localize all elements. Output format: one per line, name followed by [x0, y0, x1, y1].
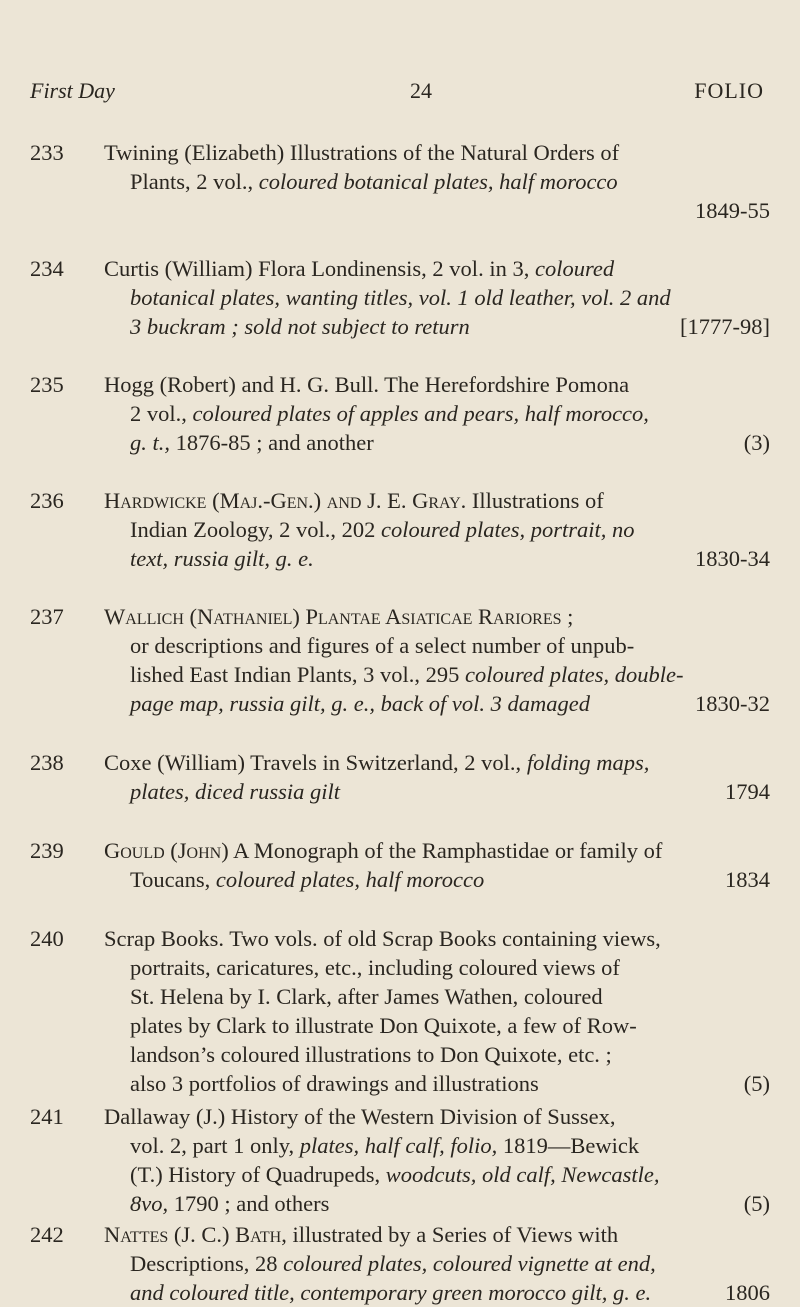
lot-line: Hogg (Robert) and H. G. Bull. The Herefordshire Pomona [104, 372, 630, 397]
lot-line: page map, russia gilt, g. e., back of vol. 3 damaged 1830-32 [130, 691, 770, 716]
lot-line: St. Helena by I. Clark, after James Wathen, coloured [130, 984, 603, 1009]
lot-number: 234 [30, 256, 64, 281]
lot-line: (T.) History of Quadrupeds, woodcuts, old calf, Newcastle, [130, 1162, 660, 1187]
lot-line: landson’s coloured illustrations to Don Quixote, etc. ; [130, 1042, 612, 1067]
lot-quantity: (5) [743, 1191, 770, 1216]
lot-description [104, 370, 770, 457]
lot-number: 236 [30, 488, 64, 513]
page-header [30, 78, 764, 108]
lot-line: g. t., 1876-85 ; and another (3) [130, 430, 770, 455]
lot-line: 2 vol., coloured plates of apples and pears, half morocco, [130, 401, 649, 426]
lot-240 [30, 924, 770, 1098]
lot-234 [30, 254, 770, 341]
lot-line: 3 buckram ; sold not subject to return [1777-98] [130, 314, 770, 339]
lot-line: Indian Zoology, 2 vol., 202 coloured plates, portrait, no [130, 517, 635, 542]
lot-number: 240 [30, 926, 64, 951]
lot-line: Plants, 2 vol., coloured botanical plates, half morocco [130, 169, 618, 194]
lot-line: Nattes (J. C.) Bath, illustrated by a Series of Views with [104, 1222, 619, 1247]
lot-line: vol. 2, part 1 only, plates, half calf, folio, 1819—Bewick [130, 1133, 640, 1158]
header-day: First Day [30, 78, 115, 103]
lot-number: 239 [30, 838, 64, 863]
lot-line: plates, diced russia gilt 1794 [130, 779, 770, 804]
lot-line: Dallaway (J.) History of the Western Division of Sussex, [104, 1104, 616, 1129]
lot-235 [30, 370, 770, 457]
lot-line: Curtis (William) Flora Londinensis, 2 vol. in 3, coloured [104, 256, 615, 281]
lot-line: botanical plates, wanting titles, vol. 1 old leather, vol. 2 and [130, 285, 671, 310]
lot-241 [30, 1102, 770, 1218]
lot-line: Coxe (William) Travels in Switzerland, 2 vol., folding maps, [104, 750, 650, 775]
lot-number: 242 [30, 1222, 64, 1247]
header-section: FOLIO [694, 78, 764, 103]
lot-line: Hardwicke (Maj.-Gen.) and J. E. Gray. Illustrations of [104, 488, 604, 513]
lot-242 [30, 1220, 770, 1307]
lot-date: 1830-34 [695, 546, 770, 571]
lot-number: 238 [30, 750, 64, 775]
lot-line: lished East Indian Plants, 3 vol., 295 coloured plates, double- [130, 662, 684, 687]
lot-date: 1834 [725, 867, 770, 892]
lot-number: 233 [30, 140, 64, 165]
lot-description [104, 1220, 770, 1307]
lot-description [104, 138, 770, 225]
lot-line: Scrap Books. Two vols. of old Scrap Books containing views, [104, 926, 661, 951]
lot-line: Twining (Elizabeth) Illustrations of the Natural Orders of [104, 140, 620, 165]
lot-line: Descriptions, 28 coloured plates, coloured vignette at end, [130, 1251, 656, 1276]
lot-date: 1794 [725, 779, 770, 804]
lot-line: or descriptions and figures of a select number of unpub- [130, 633, 635, 658]
lot-line: Gould (John) A Monograph of the Ramphastidae or family of [104, 838, 663, 863]
lot-line: plates by Clark to illustrate Don Quixote, a few of Row- [130, 1013, 637, 1038]
lot-number: 241 [30, 1104, 64, 1129]
lot-description [104, 924, 770, 1098]
lot-237 [30, 602, 770, 718]
lot-quantity: (3) [743, 430, 770, 455]
lot-line: and coloured title, contemporary green morocco gilt, g. e. 1806 [130, 1280, 770, 1305]
lot-line: Wallich (Nathaniel) Plantae Asiaticae Rariores ; [104, 604, 574, 629]
lot-line: 8vo, 1790 ; and others (5) [130, 1191, 770, 1216]
lot-description [104, 486, 770, 573]
lot-238 [30, 748, 770, 806]
lot-description [104, 1102, 770, 1218]
lot-date: 1806 [725, 1280, 770, 1305]
lot-number: 235 [30, 372, 64, 397]
lot-line: also 3 portfolios of drawings and illustrations (5) [130, 1071, 770, 1096]
lot-description [104, 748, 770, 806]
lot-number: 237 [30, 604, 64, 629]
lot-239 [30, 836, 770, 894]
lot-date: 1830-32 [695, 691, 770, 716]
lot-date: 1849-55 [695, 198, 770, 223]
page-number: 24 [410, 78, 432, 103]
lot-233 [30, 138, 770, 225]
lot-line: Toucans, coloured plates, half morocco 1834 [130, 867, 770, 892]
lot-line: portraits, caricatures, etc., including coloured views of [130, 955, 620, 980]
lot-line: text, russia gilt, g. e. 1830-34 [130, 546, 770, 571]
lot-description [104, 836, 770, 894]
lot-description [104, 602, 770, 718]
lot-236 [30, 486, 770, 573]
lot-description [104, 254, 770, 341]
lot-date: [1777-98] [680, 314, 770, 339]
lot-quantity: (5) [743, 1071, 770, 1096]
